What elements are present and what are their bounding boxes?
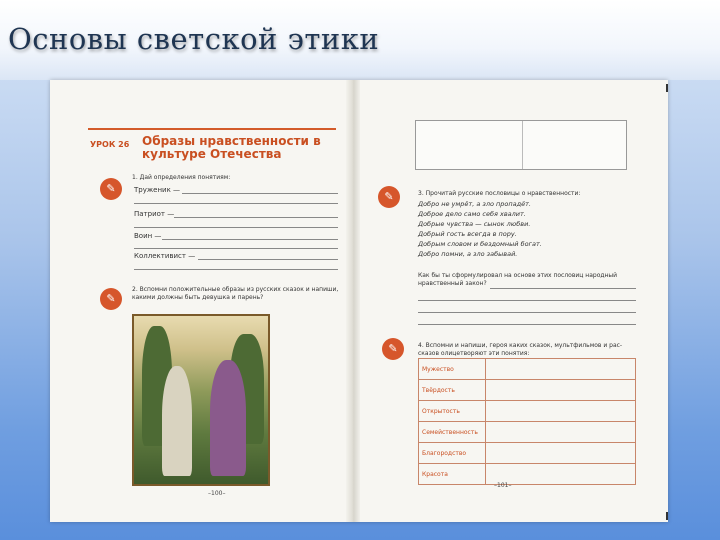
pencil-icon: ✎	[378, 186, 400, 208]
proverb: Добрый гость всегда в пору.	[418, 230, 517, 238]
answer-line	[182, 193, 338, 194]
proverb: Добро не умрёт, а зло пропадёт.	[418, 200, 531, 208]
table-row	[419, 422, 636, 443]
answer-line	[418, 312, 636, 313]
fairy-tale-illustration	[132, 314, 270, 486]
answer-line	[134, 227, 338, 228]
box-divider	[522, 121, 523, 169]
left-page	[50, 80, 350, 522]
answer-line	[418, 300, 636, 301]
answer-line	[162, 239, 338, 240]
table-row	[419, 443, 636, 464]
lesson-number: УРОК 26	[90, 140, 130, 149]
table-cell-term: Открытость	[419, 401, 486, 422]
term-label: Воин —	[134, 232, 162, 240]
table-cell-answer	[486, 359, 636, 380]
table-cell-term: Красота	[419, 464, 486, 485]
answer-line	[134, 269, 338, 270]
task2-text-line1: 2. Вспомни положительные образы из русских сказок и напиши,	[132, 286, 339, 293]
table-cell-answer	[486, 422, 636, 443]
lesson-title: Образы нравственности в культуре Отечества	[142, 134, 321, 161]
proverb: Доброе дело само себя хвалит.	[418, 210, 526, 218]
term-label: Патриот —	[134, 210, 175, 218]
answer-line	[174, 217, 338, 218]
page-number-right: –101–	[494, 482, 512, 489]
pencil-icon: ✎	[382, 338, 404, 360]
term-label: Коллективист —	[134, 252, 196, 260]
lesson-header-rule	[88, 128, 336, 130]
slide-title-bar	[0, 0, 720, 80]
proverb: Добрые чувства — сынок любви.	[418, 220, 531, 228]
task1-text: 1. Дай определения понятиям:	[132, 174, 231, 181]
table-cell-term: Твёрдость	[419, 380, 486, 401]
table-cell-answer	[486, 401, 636, 422]
table-cell-term: Семейственность	[419, 422, 486, 443]
illustration-hero	[210, 360, 246, 476]
answer-line	[418, 324, 636, 325]
task4-text-line2: сказов олицетворяют эти понятия:	[418, 350, 530, 357]
slide-title: Основы светской этики	[8, 22, 380, 56]
table-cell-answer	[486, 443, 636, 464]
table-row	[419, 380, 636, 401]
table-row	[419, 359, 636, 380]
pencil-icon: ✎	[100, 178, 122, 200]
image-placeholder-box	[415, 120, 627, 170]
answer-line	[134, 203, 338, 204]
pencil-icon: ✎	[100, 288, 122, 310]
task2-text-line2: какими должны быть девушка и парень?	[132, 294, 264, 301]
table-cell-term: Благородство	[419, 443, 486, 464]
book-spine	[346, 80, 360, 522]
answer-line	[490, 288, 636, 289]
proverb: Добро помни, а зло забывай.	[418, 250, 518, 258]
task4-text-line1: 4. Вспомни и напиши, героя каких сказок, мультфильмов и рас-	[418, 342, 623, 349]
task3-question-line1: Как бы ты сформулировал на основе этих пословиц народный	[418, 272, 618, 279]
virtues-table	[418, 358, 636, 485]
table-row	[419, 401, 636, 422]
page-number-left: –100–	[208, 490, 226, 497]
illustration-maiden	[162, 366, 192, 476]
answer-line	[198, 259, 338, 260]
table-cell-answer	[486, 380, 636, 401]
table-cell-term: Мужество	[419, 359, 486, 380]
task3-question-line2: нравственный закон?	[418, 280, 487, 287]
right-page	[360, 80, 668, 522]
table-row	[419, 464, 636, 485]
textbook-spread	[50, 80, 668, 522]
task3-text: 3. Прочитай русские пословицы о нравственности:	[418, 190, 581, 197]
term-label: Труженик —	[134, 186, 181, 194]
page-edge-mark	[666, 512, 668, 520]
proverb: Добрым словом и бездомный богат.	[418, 240, 542, 248]
answer-line	[134, 248, 338, 249]
page-edge-mark	[666, 84, 668, 92]
